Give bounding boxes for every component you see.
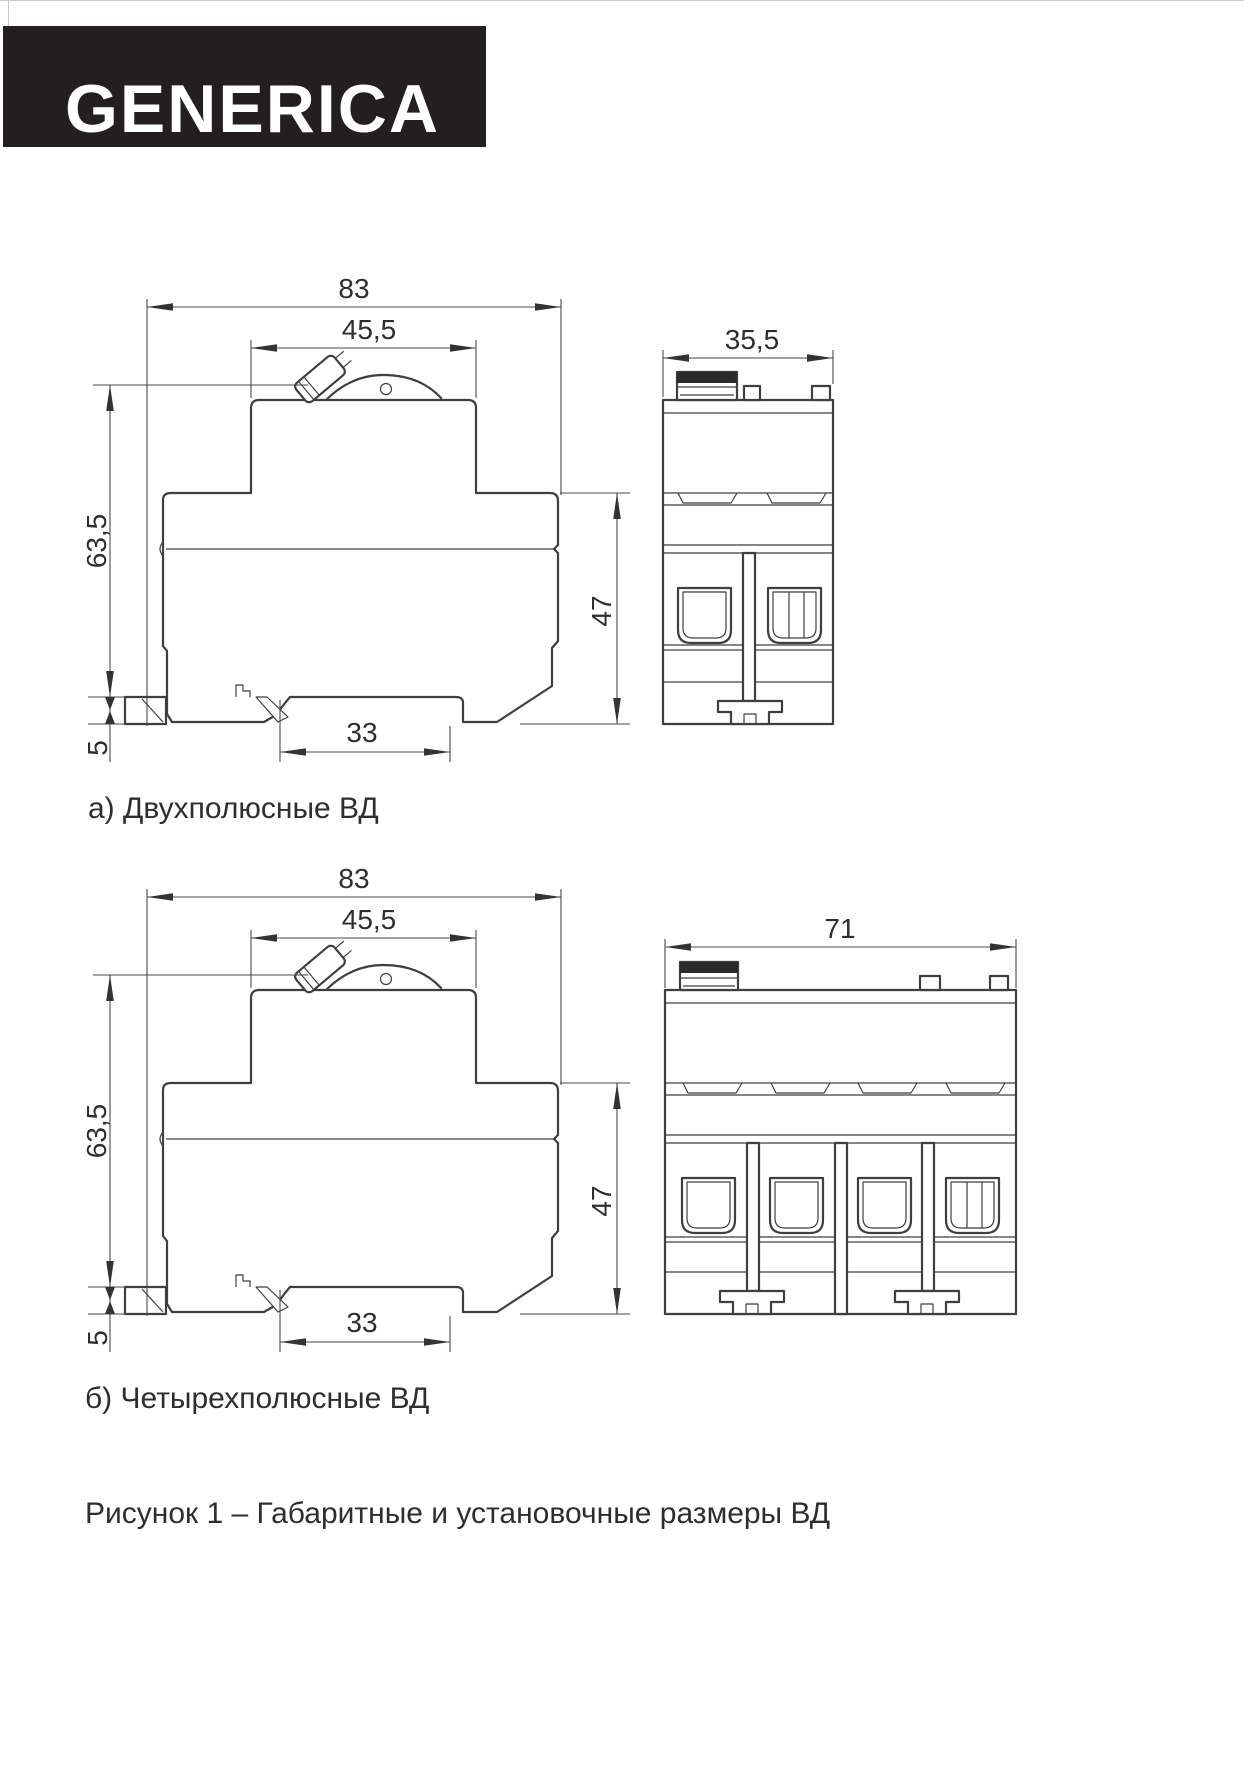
caption-figure-b: б) Четырехполюсные ВД [85,1382,430,1415]
front-view-a [663,350,833,724]
dim-a-height: 63,5 [81,513,112,569]
dim-a-overall-width: 83 [338,273,370,304]
dim-b-front-width: 71 [824,913,856,944]
dim-a-front-width: 35,5 [724,324,780,355]
caption-figure-a: а) Двухполюсные ВД [88,792,379,825]
dim-a-din-recess: 33 [346,717,378,748]
dim-b-top-width: 45,5 [341,904,397,935]
dim-b-depth: 47 [586,1185,617,1217]
side-view-b [88,889,630,1352]
dim-a-din-protrusion: 5 [82,740,113,756]
dim-b-height: 63,5 [81,1103,112,1159]
figure-caption: Рисунок 1 – Габаритные и установочные размеры ВД [85,1497,831,1530]
brand-logo-text: GENERICA [65,71,440,147]
dim-b-overall-width: 83 [338,863,370,894]
dim-a-top-width: 45,5 [341,314,397,345]
dim-b-din-protrusion: 5 [82,1330,113,1346]
dim-a-depth: 47 [586,595,617,627]
dim-b-din-recess: 33 [346,1307,378,1338]
front-view-b [665,939,1016,1314]
side-view-a [88,299,630,762]
